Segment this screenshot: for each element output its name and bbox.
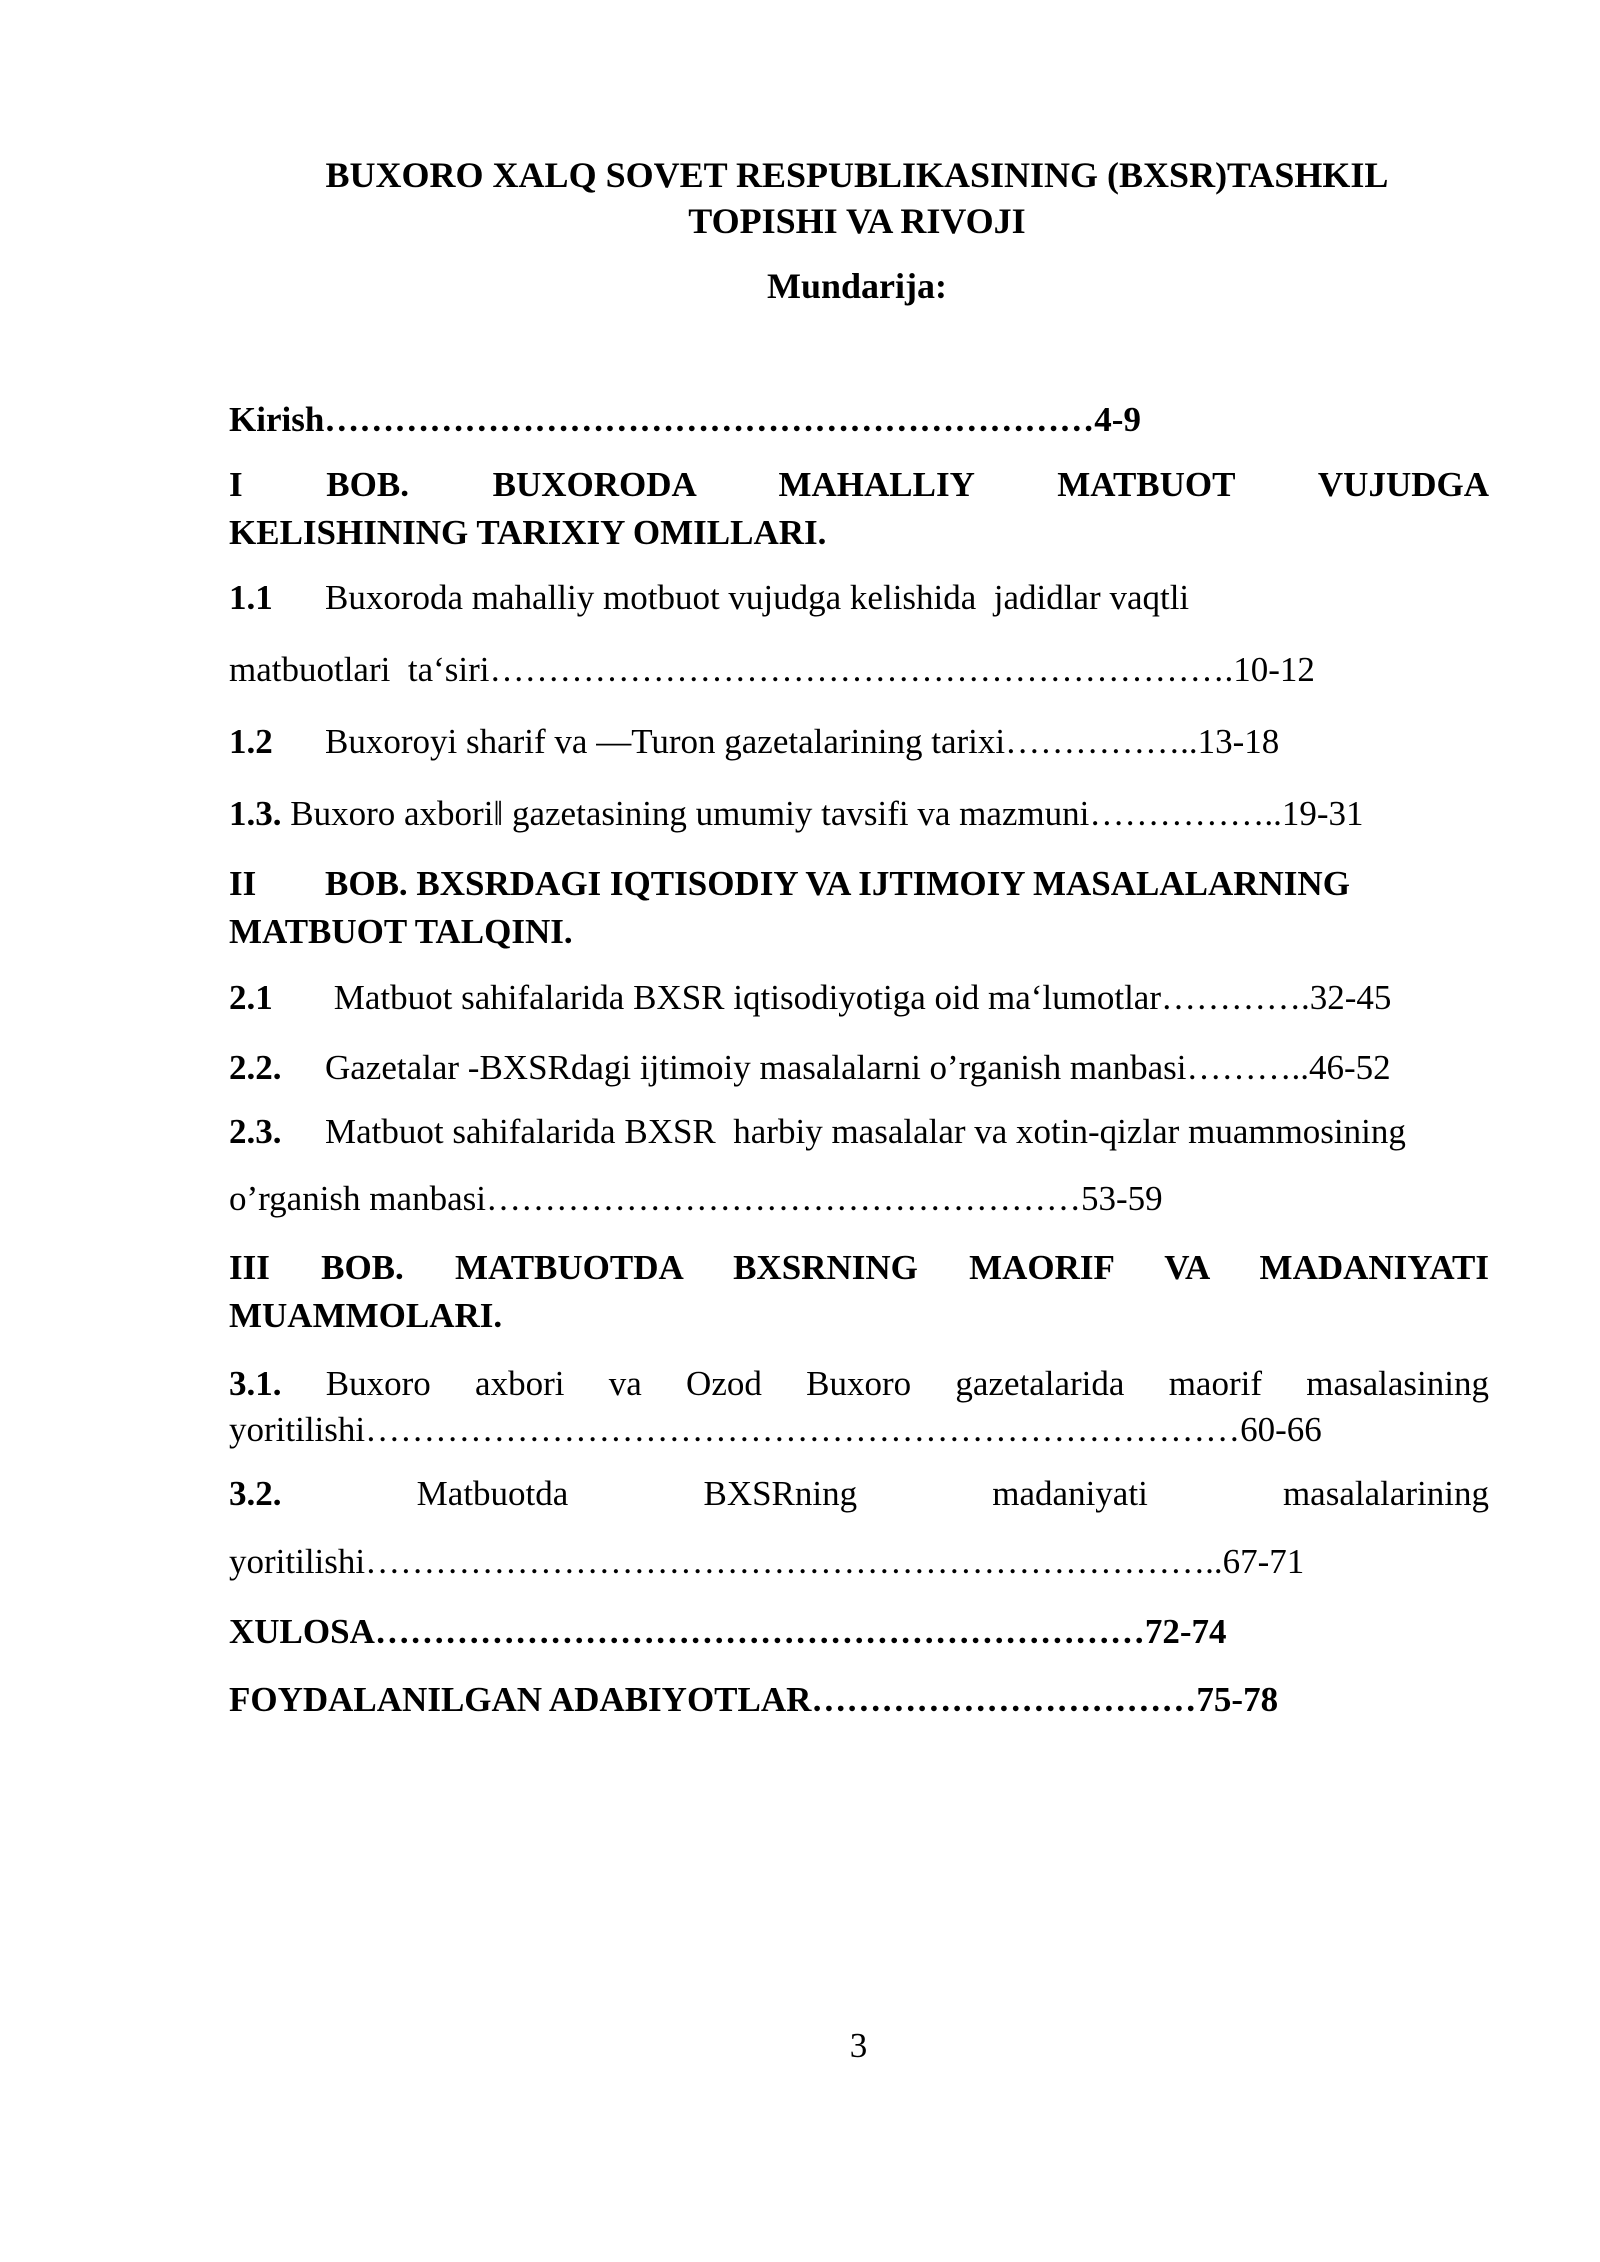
- section-title: Matbuotda BXSRning madaniyati masalalarining: [416, 1474, 1489, 1513]
- chapter-number: II: [229, 864, 257, 903]
- document-title-line-2: TOPISHI VA RIVOJI: [688, 201, 1026, 241]
- contents-heading: Mundarija:: [767, 266, 947, 306]
- chapter-title: BOB. BXSRDAGI IQTISODIY VA IJTIMOIY MASALALARNING: [325, 864, 1350, 903]
- toc-section-2-2: [229, 1046, 1391, 1090]
- section-title: Buxoroyi sharif va ―Turon gazetalarining tarixi……………..13-18: [325, 722, 1280, 761]
- toc-section-1-3: [229, 792, 1364, 836]
- section-title: Matbuot sahifalarida BXSR harbiy masalalar va xotin-qizlar muammosining: [325, 1112, 1406, 1151]
- section-title: Buxoro axbori va Ozod Buxoro gazetalarida maorif masalasining: [325, 1364, 1489, 1403]
- toc-chapter-1-line-2: KELISHINING TARIXIY OMILLARI.: [229, 513, 827, 552]
- toc-section-3-1: [229, 1362, 1489, 1406]
- section-number: 1.3.: [229, 794, 282, 833]
- toc-section-3-2: [229, 1472, 1489, 1516]
- toc-entry-adabiyotlar: FOYDALANILGAN ADABIYOTLAR……………………………75-78: [229, 1680, 1279, 1719]
- toc-section-1-1: [229, 576, 1189, 620]
- document-title-line-1: BUXORO XALQ SOVET RESPUBLIKASINING (BXSR)TASHKIL: [325, 155, 1389, 195]
- page-number: 3: [849, 2026, 868, 2065]
- section-number: 2.3.: [229, 1112, 282, 1151]
- section-number: 1.1: [229, 578, 273, 617]
- toc-entry-kirish: Kirish…………………………………………………………4-9: [229, 400, 1141, 439]
- section-title: Matbuot sahifalarida BXSR iqtisodiyotiga oid ma‘lumotlar………….32-45: [325, 978, 1392, 1017]
- toc-section-1-1-continuation: matbuotlari ta‘siri……………………………………………………….10-12: [229, 650, 1315, 689]
- toc-section-1-2: [229, 720, 1279, 764]
- section-number: 2.1: [229, 978, 273, 1017]
- toc-chapter-2-line-1: [229, 862, 1350, 906]
- section-number: 3.1.: [229, 1364, 282, 1403]
- toc-section-2-1: [229, 976, 1391, 1020]
- toc-section-2-3: [229, 1110, 1406, 1154]
- toc-chapter-3-line-1: III BOB. MATBUOTDA BXSRNING MAORIF VA MADANIYATI: [229, 1248, 1489, 1287]
- section-number: 1.2: [229, 722, 273, 761]
- section-number: 3.2.: [229, 1474, 282, 1513]
- section-title: Buxoro axbori‖ gazetasining umumiy tavsifi va mazmuni……………..19-31: [281, 794, 1364, 833]
- toc-section-3-1-continuation: yoritilishi…………………………………………………………………60-66: [229, 1410, 1322, 1449]
- toc-section-2-3-continuation: o’rganish manbasi……………………………………………53-59: [229, 1179, 1163, 1218]
- toc-chapter-3-line-2: MUAMMOLARI.: [229, 1296, 503, 1335]
- toc-section-3-2-continuation: yoritilishi………………………………………………………………..67-71: [229, 1542, 1305, 1581]
- toc-entry-xulosa: XULOSA…………………………………………………………72-74: [229, 1612, 1227, 1651]
- section-title: Gazetalar -BXSRdagi ijtimoiy masalalarni o’rganish manbasi………..46-52: [325, 1048, 1391, 1087]
- section-title: Buxoroda mahalliy motbuot vujudga kelishida jadidlar vaqtli: [325, 578, 1190, 617]
- toc-chapter-2-line-2: MATBUOT TALQINI.: [229, 912, 573, 951]
- toc-chapter-1-line-1: I BOB. BUXORODA MAHALLIY MATBUOT VUJUDGA: [229, 465, 1489, 504]
- section-number: 2.2.: [229, 1048, 282, 1087]
